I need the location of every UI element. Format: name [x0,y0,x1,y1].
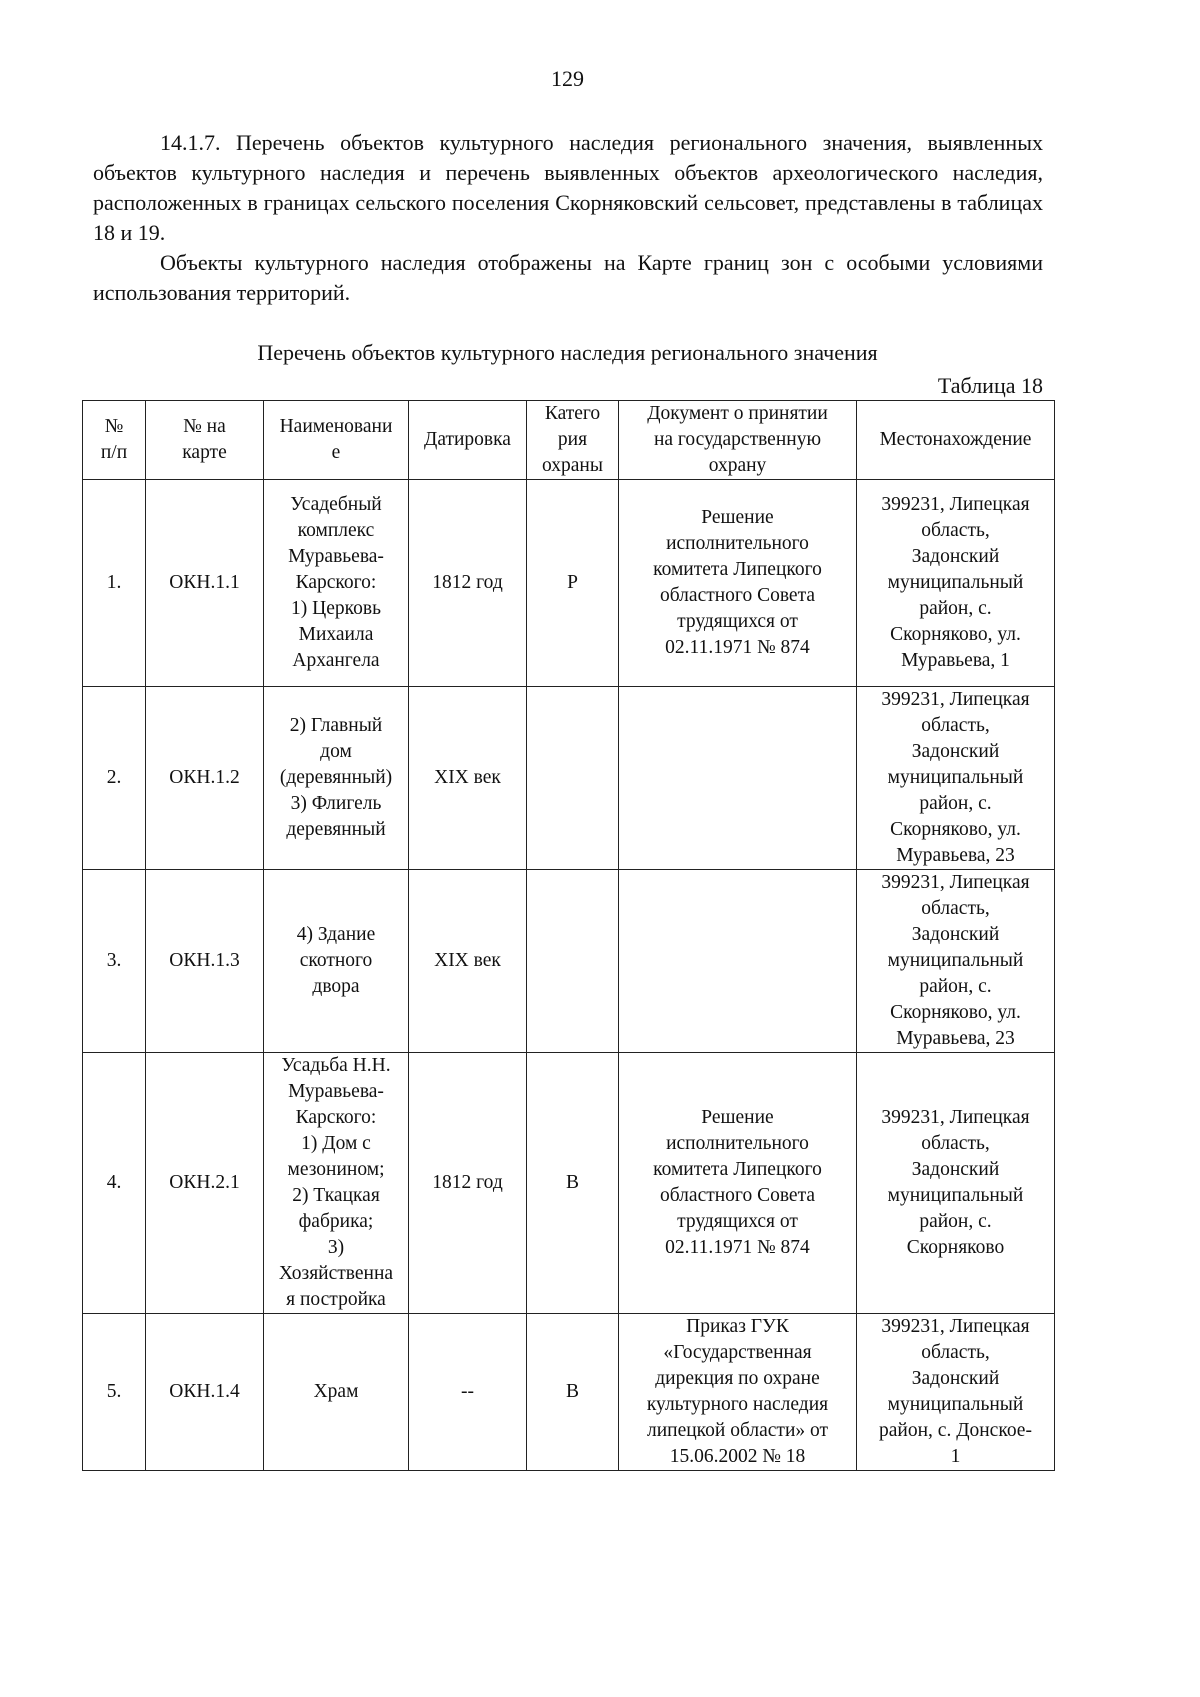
cell-number: 1. [83,480,146,687]
cell-category [527,687,619,870]
cell-map-number: ОКН.1.3 [146,870,264,1053]
cell-document: Приказ ГУК «Государственная дирекция по охране культурного наследия липецкой области» от 15.06.2002 № 18 [619,1314,857,1471]
cell-location: 399231, Липецкая область, Задонский муниципальный район, с. Скорняково, ул. Муравьева, 23 [857,687,1055,870]
cell-dating: XIX век [409,870,527,1053]
cell-dating: -- [409,1314,527,1471]
table-row [83,1053,1055,1314]
cell-category: Р [527,480,619,687]
page-number: 129 [551,66,584,91]
cell-document [619,870,857,1053]
table-row [83,480,1055,687]
table-number: Таблица 18 [937,373,1043,398]
cell-category: В [527,1053,619,1314]
table-row [83,1314,1055,1471]
cell-category [527,870,619,1053]
header-name: Наименовани е [264,401,409,480]
cell-category: В [527,1314,619,1471]
header-dating: Датировка [409,401,527,480]
table-row [83,687,1055,870]
cell-name: 2) Главный дом (деревянный) 3) Флигель деревянный [264,687,409,870]
cell-map-number: ОКН.2.1 [146,1053,264,1314]
cell-number: 5. [83,1314,146,1471]
cell-document [619,687,857,870]
cell-name: Усадебный комплекс Муравьева- Карского: 1) Церковь Михаила Архангела [264,480,409,687]
cell-dating: 1812 год [409,1053,527,1314]
cell-number: 4. [83,1053,146,1314]
cell-location: 399231, Липецкая область, Задонский муниципальный район, с. Донское- 1 [857,1314,1055,1471]
cell-dating: 1812 год [409,480,527,687]
heritage-objects-table [82,400,1055,1471]
table-header-row [83,401,1055,480]
cell-location: 399231, Липецкая область, Задонский муниципальный район, с. Скорняково, ул. Муравьева, 1 [857,480,1055,687]
paragraph: Объекты культурного наследия отображены на Карте границ зон с особыми условиями использования территорий. [93,250,1043,305]
cell-location: 399231, Липецкая область, Задонский муниципальный район, с. Скорняково [857,1053,1055,1314]
cell-name: Храм [264,1314,409,1471]
cell-dating: XIX век [409,687,527,870]
cell-number: 3. [83,870,146,1053]
cell-map-number: ОКН.1.1 [146,480,264,687]
header-location: Местонахождение [857,401,1055,480]
header-number: № п/п [83,401,146,480]
cell-name: 4) Здание скотного двора [264,870,409,1053]
cell-name: Усадьба Н.Н. Муравьева- Карского: 1) Дом с мезонином; 2) Ткацкая фабрика; 3) Хозяйственна я постройка [264,1053,409,1314]
cell-map-number: ОКН.1.4 [146,1314,264,1471]
header-protection-document: Документ о принятии на государственную охрану [619,401,857,480]
table-row [83,870,1055,1053]
table-title: Перечень объектов культурного наследия регионального значения [257,340,878,365]
cell-number: 2. [83,687,146,870]
header-map-number: № на карте [146,401,264,480]
paragraph: 14.1.7. Перечень объектов культурного наследия регионального значения, выявленных объектов культурного наследия и перечень выявленных объектов археологического наследия, расположенных в границах сельского поселения Скорняковский сельсовет, представлены в таблицах 18 и 19. [93,130,1043,245]
cell-document: Решение исполнительного комитета Липецкого областного Совета трудящихся от 02.11.1971 № 874 [619,480,857,687]
cell-map-number: ОКН.1.2 [146,687,264,870]
cell-document: Решение исполнительного комитета Липецкого областного Совета трудящихся от 02.11.1971 № 874 [619,1053,857,1314]
cell-location: 399231, Липецкая область, Задонский муниципальный район, с. Скорняково, ул. Муравьева, 23 [857,870,1055,1053]
header-protection-category: Катего рия охраны [527,401,619,480]
body-text [93,128,1043,308]
